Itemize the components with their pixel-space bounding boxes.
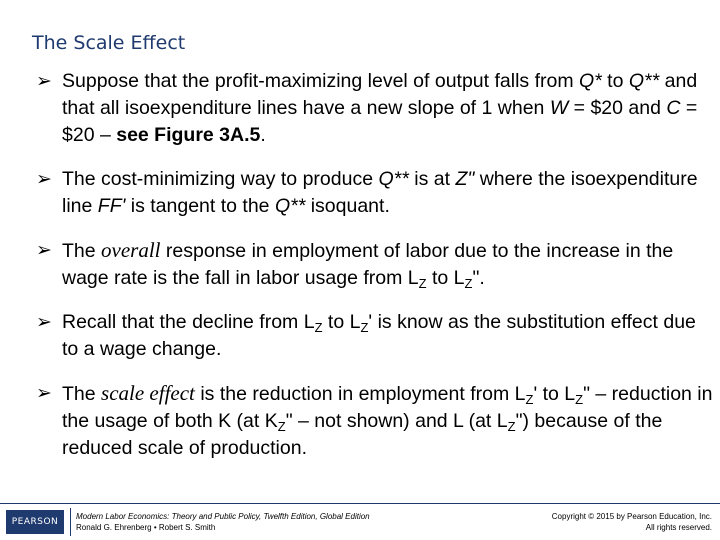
copyright-notice: Copyright © 2015 by Pearson Education, Inc. All rights reserved. xyxy=(551,512,712,532)
footer-separator xyxy=(70,508,71,536)
book-authors: Ronald G. Ehrenberg • Robert S. Smith xyxy=(76,523,216,532)
bullet-item: ➢ The cost-minimizing way to produce Q** is at Z" where the isoexpenditure line FF' is tangent to the Q** isoquant. xyxy=(36,168,698,217)
book-citation xyxy=(76,511,370,533)
right-arrowhead-icon: ➢ xyxy=(36,383,52,404)
right-arrowhead-icon: ➢ xyxy=(36,312,52,333)
right-arrowhead-icon: ➢ xyxy=(36,169,52,190)
bullet-item: ➢ Suppose that the profit-maximizing level of output falls from Q* to Q** and that all isoexpenditure lines have a new slope of 1 when W = $20 and C = $20 – see Figure 3A.5. xyxy=(36,70,698,146)
bullet-item: ➢ The scale effect is the reduction in employment from $L_Z'$ to $L_Z$" – reduction in the usage of both K (at $K_Z$" – not shown) and L (at $L_Z$") because of the reduced scale of production. xyxy=(36,381,713,459)
right-arrowhead-icon: ➢ xyxy=(36,71,52,92)
slide-title: The Scale Effect xyxy=(32,32,186,54)
bullet-item: ➢ The overall response in employment of labor due to the increase in the wage rate is the fall in labor usage from $L_Z$ to $L_Z$". xyxy=(36,238,674,291)
book-title: Modern Labor Economics: Theory and Public Policy, Twelfth Edition, Global Edition xyxy=(76,512,370,521)
pearson-logo: PEARSON xyxy=(6,510,64,534)
right-arrowhead-icon: ➢ xyxy=(36,240,52,261)
footer-divider xyxy=(0,503,720,504)
bullet-item: ➢ Recall that the decline from $L_Z$ to $L_Z'$ is know as the substitution effect due to a wage change. xyxy=(36,311,696,360)
bullet-list xyxy=(36,68,716,479)
